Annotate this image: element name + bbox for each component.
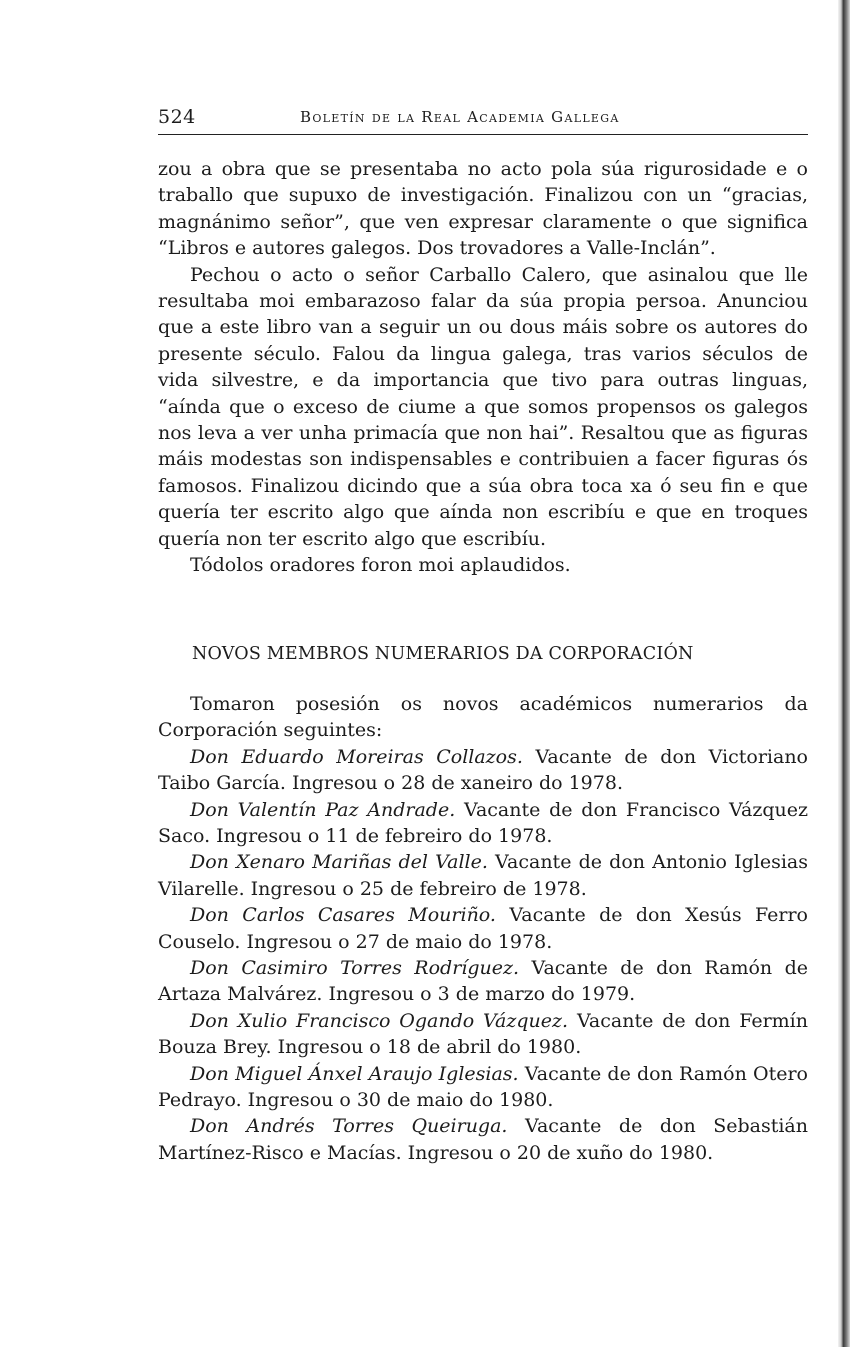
member-entry (158, 744, 808, 797)
member-details: Vacante de don Francisco Vázquez Saco. Ingresou o 11 de febreiro do 1978. (158, 798, 808, 847)
page-body (158, 156, 808, 1166)
section-intro: Tomaron posesión os novos académicos numerarios da Corporación seguintes: (158, 692, 808, 742)
running-head: Boletín de la Real Academia Gallega (300, 108, 620, 126)
member-entry (158, 1008, 808, 1061)
member-details: Vacante de don Ramón Otero Pedrayo. Ingresou o 30 de maio do 1980. (158, 1062, 808, 1111)
member-details: Vacante de don Fermín Bouza Brey. Ingresou o 18 de abril do 1980. (158, 1009, 808, 1059)
paragraph-carballo-calero: Pechou o acto o señor Carballo Calero, que asinalou que lle resultaba moi embarazoso falar da súa propia persoa. Anunciou que a este libro van a seguir un ou dous máis sobre os autores do presente século. Falou da lingua galega, tras varios séculos de vida silvestre, e da importancia que tivo para outras linguas, “aínda que o exceso de ciume a que somos propensos os galegos nos leva a ver unha primacía que non hai”. Resaltou que as figuras máis modestas son indispensables e contribuien a facer figuras ós famosos. Finalizou dicindo que a súa obra toca xa ó seu fin e que quería ter escrito algo que aínda non escribíu e que en troques quería non ter escrito algo que escribíu. (158, 263, 808, 550)
member-name: Don Eduardo Moreiras Collazos. (190, 745, 523, 768)
page-number: 524 (158, 106, 196, 128)
member-details: Vacante de don Xesús Ferro Couselo. Ingresou o 27 de maio do 1978. (158, 904, 808, 953)
member-details: Vacante de don Sebastián Martínez-Risco e Macías. Ingresou o 20 de xuño do 1980. (158, 1115, 808, 1164)
member-name: Don Valentín Paz Andrade. (190, 798, 456, 821)
member-entry (158, 797, 808, 850)
member-details: Vacante de don Ramón de Artaza Malvárez. Ingresou o 3 de marzo do 1979. (158, 956, 808, 1006)
member-entry (158, 1061, 808, 1114)
member-name: Don Carlos Casares Mouriño. (190, 904, 496, 927)
paragraph-applause: Tódolos oradores foron moi aplaudidos. (190, 554, 571, 577)
member-entry (158, 1113, 808, 1166)
section-title: NOVOS MEMBROS NUMERARIOS DA CORPORACIÓN (192, 643, 694, 664)
member-name: Don Xulio Francisco Ogando Vázquez. (190, 1009, 569, 1032)
member-details: Vacante de don Victoriano Taibo García. Ingresou o 28 de xaneiro do 1978. (158, 745, 808, 795)
member-name: Don Miguel Ánxel Araujo Iglesias. (190, 1062, 519, 1085)
member-entry (158, 902, 808, 955)
member-entry (158, 849, 808, 902)
member-name: Don Casimiro Torres Rodríguez. (190, 956, 520, 979)
member-details: Vacante de don Antonio Iglesias Vilarelle. Ingresou o 25 de febreiro de 1978. (158, 851, 809, 900)
member-name: Don Xenaro Mariñas del Valle. (190, 851, 488, 874)
member-name: Don Andrés Torres Queiruga. (190, 1115, 508, 1138)
member-entry (158, 955, 808, 1008)
paragraph-continuation: zou a obra que se presentaba no acto pola súa rigurosidade e o traballo que supuxo de investigación. Finalizou con un “gracias, magnánimo señor”, que ven expresar claramente o que significa “Libros e autores galegos. Dos trovadores a Valle-Inclán”. (158, 158, 808, 260)
scan-edge-shadow (838, 0, 850, 1347)
page-header (158, 104, 808, 135)
